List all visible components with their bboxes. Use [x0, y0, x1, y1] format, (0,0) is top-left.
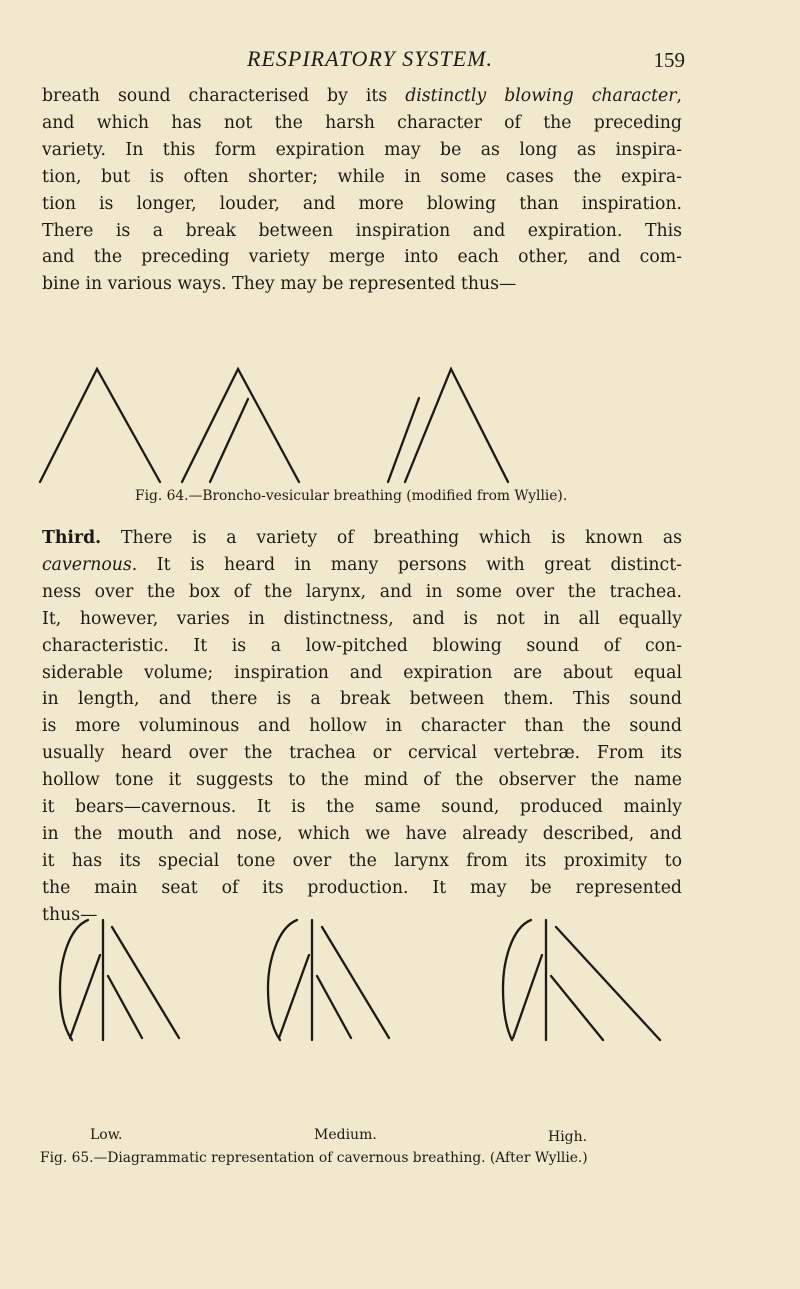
figure-64-caption: Fig. 64.—Broncho-vesicular breathing (modified from Wyllie). — [135, 488, 568, 504]
paragraph-cavernous — [42, 525, 682, 929]
para2-line: Third. There is a variety of breathing which is known as — [42, 528, 682, 548]
para2-line: thus— — [42, 904, 98, 925]
para1-line: variety. In this form expiration may be as long as inspira- — [42, 139, 682, 160]
para1-line: bine in various ways. They may be represented thus— — [42, 274, 517, 295]
fig65-glyph-low — [60, 920, 179, 1040]
fig65-glyph-high — [503, 920, 660, 1040]
para1-line: and which has not the harsh character of the preceding — [42, 112, 682, 133]
para2-line: ness over the box of the larynx, and in some over the trachea. — [42, 581, 682, 602]
para2-line: it bears—cavernous. It is the same sound, produced mainly — [42, 797, 682, 818]
paragraph-broncho-vesicular — [42, 83, 682, 298]
running-title: RESPIRATORY SYSTEM. — [247, 46, 493, 71]
para1-line: and the preceding variety merge into each other, and com- — [42, 247, 682, 268]
para2-line: cavernous. It is heard in many persons with great distinct- — [42, 554, 682, 575]
para2-line: the main seat of its production. It may be represented — [42, 877, 682, 898]
para2-line: usually heard over the trachea or cervical vertebræ. From its — [42, 743, 682, 764]
para2-line: characteristic. It is a low-pitched blowing sound of con- — [42, 635, 682, 656]
page-number: 159 — [653, 48, 685, 72]
para1-line: tion is longer, louder, and more blowing than inspiration. — [42, 193, 682, 214]
para2-line: in the mouth and nose, which we have already described, and — [42, 823, 682, 844]
para2-line: hollow tone it suggests to the mind of the observer the name — [42, 770, 682, 791]
para1-emphasis: distinctly blowing character — [405, 86, 677, 106]
fig65-glyph-medium — [268, 920, 389, 1040]
para2-line: siderable volume; inspiration and expiration are about equal — [42, 662, 682, 683]
para2-line: in length, and there is a break between them. This sound — [42, 689, 682, 710]
para1-line: There is a break between inspiration and expiration. This — [42, 220, 682, 241]
para2-line: it has its special tone over the larynx from its proximity to — [42, 850, 682, 871]
para2-line: is more voluminous and hollow in character than the sound — [42, 716, 682, 737]
para1-line: breath sound characterised by its distinctly blowing character, — [42, 86, 683, 106]
figure-64-diagram — [40, 362, 680, 484]
page-header — [0, 46, 800, 80]
fig64-glyph-1 — [40, 369, 160, 482]
fig65-label-high: High. — [548, 1129, 588, 1145]
fig65-label-low: Low. — [90, 1127, 123, 1143]
figure-65-caption: Fig. 65.—Diagrammatic representation of cavernous breathing. (After Wyllie.) — [40, 1150, 588, 1166]
fig65-label-medium: Medium. — [314, 1127, 377, 1143]
figure-65-diagram — [60, 918, 680, 1043]
fig64-glyph-2 — [182, 369, 299, 482]
para2-emphasis: cavernous — [42, 554, 132, 575]
para2-line: It, however, varies in distinctness, and is not in all equally — [42, 608, 682, 629]
para1-line: tion, but is often shorter; while in some cases the expira- — [42, 166, 682, 187]
para2-lead-word: Third. — [42, 528, 102, 548]
fig64-glyph-3 — [388, 369, 508, 482]
